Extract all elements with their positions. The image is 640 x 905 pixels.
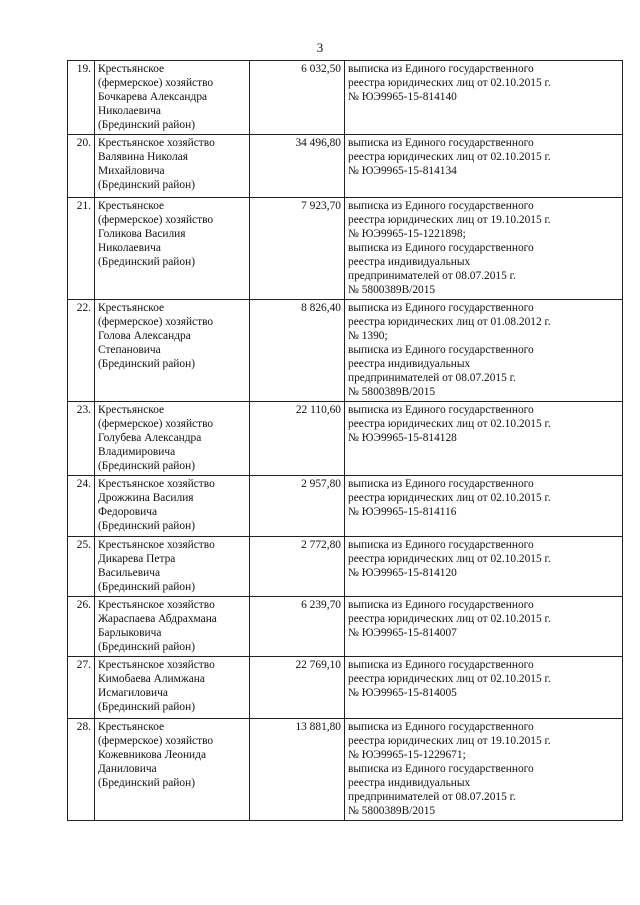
page-number: 3: [316, 40, 324, 55]
table-row: [68, 300, 623, 402]
amount: 2 957,80: [250, 476, 345, 537]
table-row: [68, 402, 623, 476]
amount: 6 239,70: [250, 597, 345, 657]
farm-name: Крестьянское (фермерское) хозяйство Голикова Василия Николаевича (Брединский район): [95, 198, 250, 300]
farm-name: Крестьянское (фермерское) хозяйство Голова Александра Степановича (Брединский район): [95, 300, 250, 402]
row-number: 25.: [68, 537, 95, 597]
table-row: [68, 597, 623, 657]
row-number: 28.: [68, 719, 95, 821]
table-row: [68, 135, 623, 198]
registry-extract: выписка из Единого государственного реестра юридических лиц от 02.10.2015 г. № ЮЭ9965-15-814116: [345, 476, 623, 537]
table-row: [68, 537, 623, 597]
amount: 6 032,50: [250, 61, 345, 135]
row-number: 20.: [68, 135, 95, 198]
row-number: 22.: [68, 300, 95, 402]
farm-name: Крестьянское хозяйство Кимобаева Алимжана Исмагиловича (Брединский район): [95, 657, 250, 719]
amount: 7 923,70: [250, 198, 345, 300]
table-row: [68, 719, 623, 821]
row-number: 19.: [68, 61, 95, 135]
farm-name: Крестьянское (фермерское) хозяйство Бочкарева Александра Николаевича (Брединский район): [95, 61, 250, 135]
table-row: [68, 61, 623, 135]
registry-extract: выписка из Единого государственного реестра юридических лиц от 02.10.2015 г. № ЮЭ9965-15-814120: [345, 537, 623, 597]
row-number: 21.: [68, 198, 95, 300]
registry-extract: выписка из Единого государственного реестра юридических лиц от 02.10.2015 г. № ЮЭ9965-15-814140: [345, 61, 623, 135]
table-row: [68, 657, 623, 719]
row-number: 27.: [68, 657, 95, 719]
amount: 8 826,40: [250, 300, 345, 402]
registry-extract: выписка из Единого государственного реестра юридических лиц от 19.10.2015 г. № ЮЭ9965-15-1229671; выписка из Единого государственного реестра индивидуальных предпринимателей от 08.07.2015 г. № 5800389В/2015: [345, 719, 623, 821]
table-row: [68, 476, 623, 537]
registry-extract: выписка из Единого государственного реестра юридических лиц от 01.08.2012 г. № 1390; выписка из Единого государственного реестра индивидуальных предпринимателей от 08.07.2015 г. № 5800389В/2015: [345, 300, 623, 402]
amount: 22 769,10: [250, 657, 345, 719]
amount: 34 496,80: [250, 135, 345, 198]
row-number: 26.: [68, 597, 95, 657]
registry-extract: выписка из Единого государственного реестра юридических лиц от 19.10.2015 г. № ЮЭ9965-15-1221898; выписка из Единого государственного реестра индивидуальных предпринимателей от 08.07.2015 г. № 5800389В/2015: [345, 198, 623, 300]
amount: 13 881,80: [250, 719, 345, 821]
farm-name: Крестьянское хозяйство Дрожжина Василия Федоровича (Брединский район): [95, 476, 250, 537]
registry-extract: выписка из Единого государственного реестра юридических лиц от 02.10.2015 г. № ЮЭ9965-15-814128: [345, 402, 623, 476]
registry-extract: выписка из Единого государственного реестра юридических лиц от 02.10.2015 г. № ЮЭ9965-15-814134: [345, 135, 623, 198]
farm-name: Крестьянское хозяйство Дикарева Петра Васильевича (Брединский район): [95, 537, 250, 597]
farm-name: Крестьянское хозяйство Жараспаева Абдрахмана Барлыковича (Брединский район): [95, 597, 250, 657]
registry-extract: выписка из Единого государственного реестра юридических лиц от 02.10.2015 г. № ЮЭ9965-15-814005: [345, 657, 623, 719]
table-row: [68, 198, 623, 300]
row-number: 24.: [68, 476, 95, 537]
farm-name: Крестьянское (фермерское) хозяйство Голубева Александра Владимировича (Брединский район): [95, 402, 250, 476]
registry-extract: выписка из Единого государственного реестра юридических лиц от 02.10.2015 г. № ЮЭ9965-15-814007: [345, 597, 623, 657]
registry-table: [67, 60, 623, 821]
farm-name: Крестьянское хозяйство Валявина Николая Михайловича (Брединский район): [95, 135, 250, 198]
row-number: 23.: [68, 402, 95, 476]
amount: 22 110,60: [250, 402, 345, 476]
amount: 2 772,80: [250, 537, 345, 597]
farm-name: Крестьянское (фермерское) хозяйство Кожевникова Леонида Даниловича (Брединский район): [95, 719, 250, 821]
